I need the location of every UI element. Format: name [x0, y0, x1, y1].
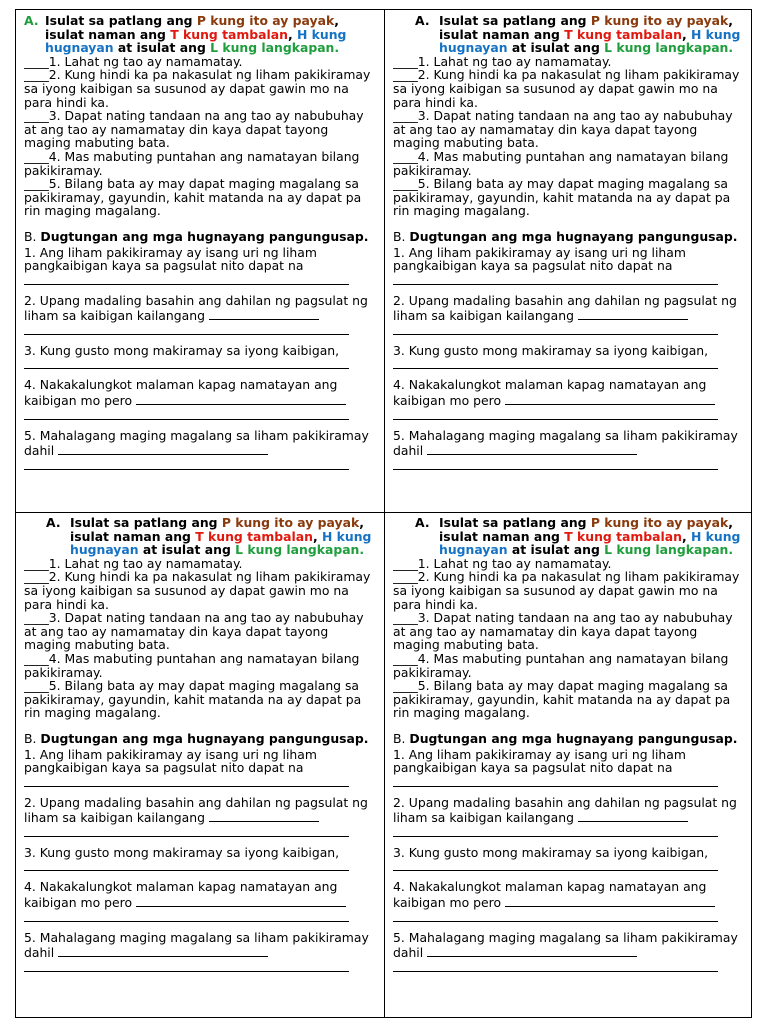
- answer-line-5[interactable]: [393, 960, 743, 974]
- question-3: 3. Kung gusto mong makiramay sa iyong kaibigan,: [393, 342, 709, 358]
- answer-blank-4[interactable]: [136, 392, 346, 405]
- section-a-heading: [393, 516, 743, 557]
- item-5[interactable]: ____5. Bilang bata ay may dapat maging magalang sa pakikiramay, gayundin, kahit matanda na ay dapat pa rin maging magalang.: [24, 176, 362, 219]
- heading-text: at isulat ang: [138, 542, 236, 558]
- answer-line-3[interactable]: [393, 357, 743, 371]
- key-hugnayan: H kung hugnayan: [439, 26, 741, 56]
- heading-text: at isulat ang: [507, 40, 605, 56]
- heading-text: at isulat ang: [113, 40, 211, 56]
- answer-line-4[interactable]: [24, 408, 372, 422]
- worksheet-copy-2: [393, 14, 743, 472]
- key-hugnayan: H kung hugnayan: [439, 528, 741, 558]
- item-4[interactable]: ____4. Mas mabuting puntahan ang namatayan bilang pakikiramay.: [393, 650, 729, 680]
- question-5: [393, 429, 743, 458]
- section-b-letter: B.: [24, 228, 37, 244]
- section-a-letter: A.: [415, 516, 430, 530]
- answer-line-2[interactable]: [393, 323, 743, 337]
- item-2[interactable]: ____2. Kung hindi ka pa nakasulat ng liham pakikiramay sa iyong kaibigan sa susunod ay dapat gawin mo na para hindi ka.: [24, 67, 371, 110]
- heading-text: at isulat ang: [507, 542, 605, 558]
- answer-blank-2[interactable]: [578, 809, 688, 822]
- question-2-text: 2. Upang madaling basahin ang dahilan ng pagsulat ng liham sa kaibigan kailangang: [24, 794, 368, 826]
- section-a-letter: A.: [415, 14, 430, 28]
- item-5[interactable]: ____5. Bilang bata ay may dapat maging magalang sa pakikiramay, gayundin, kahit matanda na ay dapat pa rin maging magalang.: [24, 678, 362, 721]
- answer-line-1[interactable]: [24, 273, 372, 287]
- section-b-title: Dugtungan ang mga hugnayang pangungusap.: [409, 228, 738, 244]
- question-5: [24, 429, 372, 458]
- answer-line-5[interactable]: [393, 458, 743, 472]
- answer-line-2[interactable]: [24, 323, 372, 337]
- item-3[interactable]: ____3. Dapat nating tandaan na ang tao ay nabubuhay at ang tao ay namamatay din kaya dapat tayong maging mabuting bata.: [393, 610, 733, 653]
- heading-text: ,: [681, 26, 691, 42]
- item-1[interactable]: ____1. Lahat ng tao ay namamatay.: [393, 53, 612, 69]
- answer-blank-2[interactable]: [209, 809, 319, 822]
- heading-text: ,: [681, 528, 691, 544]
- question-5-text: 5. Mahalagang maging magalang sa liham pakikiramay dahil: [24, 427, 369, 459]
- question-5-text: 5. Mahalagang maging magalang sa liham pakikiramay dahil: [393, 427, 738, 459]
- heading-text: ,: [312, 528, 322, 544]
- answer-blank-4[interactable]: [505, 894, 715, 907]
- section-b-letter: B.: [393, 730, 406, 746]
- answer-line-1[interactable]: [24, 775, 372, 789]
- answer-line-5[interactable]: [24, 458, 372, 472]
- question-3: 3. Kung gusto mong makiramay sa iyong kaibigan,: [24, 342, 340, 358]
- section-b-heading: [24, 732, 372, 746]
- heading-text: , isulat naman ang: [439, 14, 733, 42]
- answer-blank-5[interactable]: [427, 442, 637, 455]
- question-4-text: 4. Nakakalungkot malaman kapag namatayan ang kaibigan mo pero: [24, 377, 338, 409]
- heading-text: , isulat naman ang: [439, 516, 733, 544]
- section-b-title: Dugtungan ang mga hugnayang pangungusap.: [409, 730, 738, 746]
- key-hugnayan: H kung hugnayan: [70, 528, 372, 558]
- question-1: 1. Ang liham pakikiramay ay isang uri ng liham pangkaibigan kaya sa pagsulat nito dapat na: [24, 244, 317, 274]
- answer-blank-4[interactable]: [505, 392, 715, 405]
- heading-text: Isulat sa patlang ang: [70, 516, 222, 530]
- question-4: [24, 880, 372, 909]
- section-a-heading: [393, 14, 743, 55]
- item-3[interactable]: ____3. Dapat nating tandaan na ang tao ay nabubuhay at ang tao ay namamatay din kaya dapat tayong maging mabuting bata.: [24, 610, 364, 653]
- horizontal-divider: [16, 512, 751, 513]
- item-5[interactable]: ____5. Bilang bata ay may dapat maging magalang sa pakikiramay, gayundin, kahit matanda na ay dapat pa rin maging magalang.: [393, 176, 731, 219]
- section-b-heading: [24, 230, 372, 244]
- key-langkapan: L kung langkapan.: [235, 542, 365, 558]
- item-1[interactable]: ____1. Lahat ng tao ay namamatay.: [393, 555, 612, 571]
- answer-line-2[interactable]: [393, 825, 743, 839]
- question-2: [393, 796, 743, 825]
- question-5-text: 5. Mahalagang maging magalang sa liham pakikiramay dahil: [393, 929, 738, 961]
- heading-text: Isulat sa patlang ang: [439, 516, 591, 530]
- answer-blank-5[interactable]: [58, 442, 268, 455]
- heading-text: ,: [287, 26, 297, 42]
- key-tambalan: T kung tambalan: [564, 26, 682, 42]
- question-2: [24, 294, 372, 323]
- vertical-divider: [384, 10, 385, 1017]
- item-3[interactable]: ____3. Dapat nating tandaan na ang tao ay nabubuhay at ang tao ay namamatay din kaya dapat tayong maging mabuting bata.: [24, 108, 364, 151]
- worksheet-sheet: [15, 9, 752, 1018]
- section-b-title: Dugtungan ang mga hugnayang pangungusap.: [40, 228, 369, 244]
- section-b-heading: [393, 732, 743, 746]
- heading-text: Isulat sa patlang ang: [45, 14, 197, 28]
- question-3: 3. Kung gusto mong makiramay sa iyong kaibigan,: [393, 844, 709, 860]
- worksheet-copy-1: [24, 14, 372, 472]
- answer-line-2[interactable]: [24, 825, 372, 839]
- item-2[interactable]: ____2. Kung hindi ka pa nakasulat ng liham pakikiramay sa iyong kaibigan sa susunod ay dapat gawin mo na para hindi ka.: [393, 569, 740, 612]
- section-a-letter: A.: [24, 14, 39, 28]
- section-a-heading: [24, 516, 372, 557]
- key-tambalan: T kung tambalan: [564, 528, 682, 544]
- answer-line-4[interactable]: [393, 910, 743, 924]
- question-4-text: 4. Nakakalungkot malaman kapag namatayan ang kaibigan mo pero: [24, 879, 338, 911]
- heading-text: Isulat sa patlang ang: [439, 14, 591, 28]
- question-5: [24, 931, 372, 960]
- answer-blank-2[interactable]: [209, 307, 319, 320]
- key-langkapan: L kung langkapan.: [604, 40, 734, 56]
- question-2-text: 2. Upang madaling basahin ang dahilan ng pagsulat ng liham sa kaibigan kailangang: [393, 292, 737, 324]
- item-3[interactable]: ____3. Dapat nating tandaan na ang tao ay nabubuhay at ang tao ay namamatay din kaya dapat tayong maging mabuting bata.: [393, 108, 733, 151]
- worksheet-copy-4: [393, 516, 743, 974]
- answer-line-3[interactable]: [24, 357, 372, 371]
- answer-blank-5[interactable]: [427, 944, 637, 957]
- question-5-text: 5. Mahalagang maging magalang sa liham pakikiramay dahil: [24, 929, 369, 961]
- item-2[interactable]: ____2. Kung hindi ka pa nakasulat ng liham pakikiramay sa iyong kaibigan sa susunod ay dapat gawin mo na para hindi ka.: [393, 67, 740, 110]
- answer-line-5[interactable]: [24, 960, 372, 974]
- question-1: 1. Ang liham pakikiramay ay isang uri ng liham pangkaibigan kaya sa pagsulat nito dapat na: [24, 746, 317, 776]
- key-langkapan: L kung langkapan.: [604, 542, 734, 558]
- question-4: [393, 880, 743, 909]
- answer-blank-4[interactable]: [136, 894, 346, 907]
- item-2[interactable]: ____2. Kung hindi ka pa nakasulat ng liham pakikiramay sa iyong kaibigan sa susunod ay dapat gawin mo na para hindi ka.: [24, 569, 371, 612]
- question-3: 3. Kung gusto mong makiramay sa iyong kaibigan,: [24, 844, 340, 860]
- question-2-text: 2. Upang madaling basahin ang dahilan ng pagsulat ng liham sa kaibigan kailangang: [393, 794, 737, 826]
- question-4: [393, 378, 743, 407]
- heading-text: , isulat naman ang: [45, 14, 339, 42]
- question-2: [393, 294, 743, 323]
- key-tambalan: T kung tambalan: [195, 528, 313, 544]
- answer-line-3[interactable]: [24, 859, 372, 873]
- question-4-text: 4. Nakakalungkot malaman kapag namatayan ang kaibigan mo pero: [393, 879, 707, 911]
- key-langkapan: L kung langkapan.: [210, 40, 340, 56]
- heading-text: , isulat naman ang: [70, 516, 364, 544]
- item-5[interactable]: ____5. Bilang bata ay may dapat maging magalang sa pakikiramay, gayundin, kahit matanda na ay dapat pa rin maging magalang.: [393, 678, 731, 721]
- key-payak: P kung ito ay payak: [196, 14, 335, 28]
- item-4[interactable]: ____4. Mas mabuting puntahan ang namatayan bilang pakikiramay.: [24, 148, 360, 178]
- answer-line-1[interactable]: [393, 775, 743, 789]
- key-payak: P kung ito ay payak: [590, 14, 729, 28]
- key-hugnayan: H kung hugnayan: [45, 26, 347, 56]
- section-b-letter: B.: [24, 730, 37, 746]
- section-b-title: Dugtungan ang mga hugnayang pangungusap.: [40, 730, 369, 746]
- item-4[interactable]: ____4. Mas mabuting puntahan ang namatayan bilang pakikiramay.: [24, 650, 360, 680]
- question-1: 1. Ang liham pakikiramay ay isang uri ng liham pangkaibigan kaya sa pagsulat nito dapat na: [393, 244, 686, 274]
- question-4: [24, 378, 372, 407]
- key-payak: P kung ito ay payak: [221, 516, 360, 530]
- section-b-heading: [393, 230, 743, 244]
- answer-line-4[interactable]: [393, 408, 743, 422]
- section-a-letter: A.: [46, 516, 61, 530]
- key-payak: P kung ito ay payak: [590, 516, 729, 530]
- key-tambalan: T kung tambalan: [170, 26, 288, 42]
- section-a-heading: [24, 14, 372, 55]
- item-1[interactable]: ____1. Lahat ng tao ay namamatay.: [24, 53, 243, 69]
- question-4-text: 4. Nakakalungkot malaman kapag namatayan ang kaibigan mo pero: [393, 377, 707, 409]
- answer-line-1[interactable]: [393, 273, 743, 287]
- question-2-text: 2. Upang madaling basahin ang dahilan ng pagsulat ng liham sa kaibigan kailangang: [24, 292, 368, 324]
- answer-blank-2[interactable]: [578, 307, 688, 320]
- answer-blank-5[interactable]: [58, 944, 268, 957]
- item-1[interactable]: ____1. Lahat ng tao ay namamatay.: [24, 555, 243, 571]
- section-b-letter: B.: [393, 228, 406, 244]
- question-2: [24, 796, 372, 825]
- question-1: 1. Ang liham pakikiramay ay isang uri ng liham pangkaibigan kaya sa pagsulat nito dapat na: [393, 746, 686, 776]
- worksheet-copy-3: [24, 516, 372, 974]
- item-4[interactable]: ____4. Mas mabuting puntahan ang namatayan bilang pakikiramay.: [393, 148, 729, 178]
- answer-line-4[interactable]: [24, 910, 372, 924]
- question-5: [393, 931, 743, 960]
- answer-line-3[interactable]: [393, 859, 743, 873]
